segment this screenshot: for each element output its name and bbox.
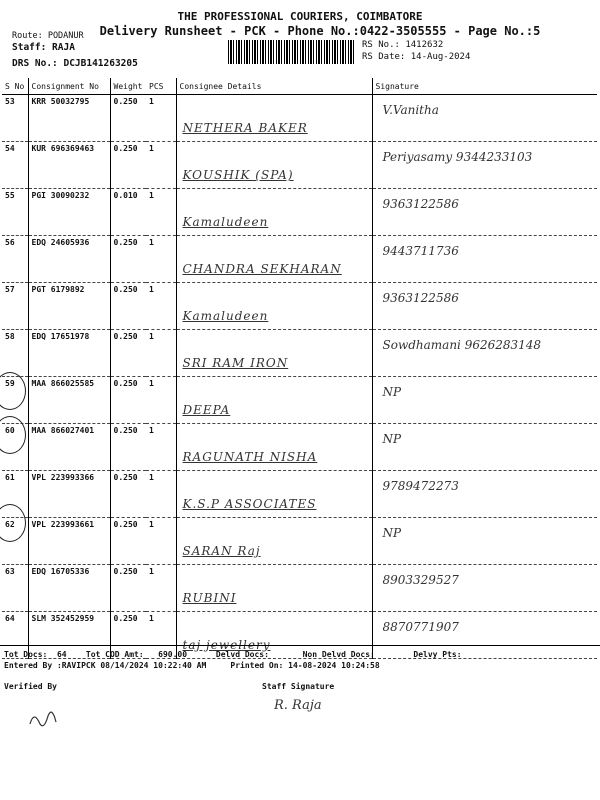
consignee-handwriting: Kamaludeen [182, 309, 269, 323]
row-consignee [176, 189, 372, 236]
row-consignment: PGI 30090232 [28, 189, 110, 236]
row-signature [372, 565, 597, 612]
row-pcs: 1 [146, 612, 176, 659]
signature-handwriting: 9363122586 [382, 291, 459, 305]
row-weight: 0.250 [110, 330, 146, 377]
row-signature [372, 95, 597, 142]
verified-by-label: Verified By [4, 682, 57, 691]
route-label: Route: PODANUR [12, 31, 84, 41]
row-consignee [176, 236, 372, 283]
row-signature [372, 377, 597, 424]
rs-date: RS Date: 14-Aug-2024 [362, 52, 471, 62]
row-sno: 59 [2, 377, 28, 424]
table-row [2, 95, 597, 142]
row-consignee [176, 424, 372, 471]
verifier-scribble [26, 700, 66, 734]
row-consignee [176, 283, 372, 330]
table-row [2, 283, 597, 330]
row-consignment: KRR 50032795 [28, 95, 110, 142]
row-consignment: EDQ 16705336 [28, 565, 110, 612]
document-title: THE PROFESSIONAL COURIERS, COIMBATORE [177, 10, 423, 23]
row-weight: 0.010 [110, 189, 146, 236]
signature-handwriting: 9363122586 [382, 197, 459, 211]
totals-line: Tot Docs: 64 Tot COD Amt: 690.00 Delvd Docs: Non Delvd Docs: Delvy Pts: [4, 650, 462, 659]
table-row [2, 424, 597, 471]
consignee-handwriting: RUBINI [182, 591, 237, 605]
row-signature [372, 283, 597, 330]
signature-handwriting: 8870771907 [382, 620, 459, 634]
row-weight: 0.250 [110, 142, 146, 189]
row-consignee [176, 518, 372, 565]
consignee-handwriting: RAGUNATH NISHA [182, 450, 318, 464]
row-sno: 61 [2, 471, 28, 518]
row-sno: 57 [2, 283, 28, 330]
consignee-handwriting: NETHERA BAKER [182, 121, 308, 135]
row-pcs: 1 [146, 424, 176, 471]
row-signature [372, 142, 597, 189]
row-consignment: MAA 866025585 [28, 377, 110, 424]
barcode [228, 40, 356, 64]
consignee-handwriting: Kamaludeen [182, 215, 269, 229]
drs-number: DRS No.: DCJB141263205 [12, 58, 138, 69]
col-pcs: PCS [146, 78, 176, 95]
table-row [2, 330, 597, 377]
row-sno: 54 [2, 142, 28, 189]
col-consignment: Consignment No [28, 78, 110, 95]
table-row [2, 236, 597, 283]
row-pcs: 1 [146, 471, 176, 518]
row-consignee [176, 142, 372, 189]
table-row [2, 142, 597, 189]
row-consignment: EDQ 24605936 [28, 236, 110, 283]
row-consignment: EDQ 17651978 [28, 330, 110, 377]
row-pcs: 1 [146, 95, 176, 142]
row-pcs: 1 [146, 330, 176, 377]
consignee-handwriting: SARAN Raj [182, 544, 261, 558]
row-signature [372, 189, 597, 236]
row-pcs: 1 [146, 236, 176, 283]
row-consignee [176, 377, 372, 424]
row-weight: 0.250 [110, 377, 146, 424]
signature-handwriting: 9443711736 [382, 244, 459, 258]
table-row [2, 518, 597, 565]
row-pcs: 1 [146, 283, 176, 330]
row-consignment: PGT 6179892 [28, 283, 110, 330]
row-consignee [176, 471, 372, 518]
row-weight: 0.250 [110, 518, 146, 565]
row-consignment: MAA 866027401 [28, 424, 110, 471]
row-sno: 55 [2, 189, 28, 236]
staff-signature-label: Staff Signature [262, 682, 335, 691]
footer-divider [0, 645, 600, 646]
row-signature [372, 471, 597, 518]
signature-handwriting: NP [382, 432, 402, 446]
row-weight: 0.250 [110, 236, 146, 283]
row-consignment: VPL 223993661 [28, 518, 110, 565]
rs-number: RS No.: 1412632 [362, 40, 444, 50]
row-pcs: 1 [146, 377, 176, 424]
row-weight: 0.250 [110, 471, 146, 518]
table-row [2, 471, 597, 518]
signature-handwriting: NP [382, 526, 402, 540]
row-pcs: 1 [146, 142, 176, 189]
row-sno: 62 [2, 518, 28, 565]
row-signature [372, 236, 597, 283]
row-signature [372, 424, 597, 471]
row-consignee [176, 565, 372, 612]
row-weight: 0.250 [110, 424, 146, 471]
consignee-handwriting: SRI RAM IRON [182, 356, 289, 370]
signature-handwriting: 9789472273 [382, 479, 459, 493]
consignee-handwriting: CHANDRA SEKHARAN [182, 262, 342, 276]
row-sno: 53 [2, 95, 28, 142]
row-consignee [176, 95, 372, 142]
col-signature: Signature [372, 78, 597, 95]
staff-label: Staff: RAJA [12, 42, 75, 53]
runsheet-table [2, 78, 597, 659]
row-sno: 60 [2, 424, 28, 471]
consignee-handwriting: K.S.P ASSOCIATES [182, 497, 317, 511]
consignee-handwriting: DEEPA [182, 403, 231, 417]
staff-signature-handwriting: R. Raja [274, 698, 322, 713]
row-sno: 63 [2, 565, 28, 612]
signature-handwriting: V.Vanitha [382, 103, 439, 117]
entered-by-line: Entered By :RAVIPCK 08/14/2024 10:22:40 AM Printed On: 14-08-2024 10:24:58 [4, 661, 380, 670]
row-weight: 0.250 [110, 95, 146, 142]
row-sno: 56 [2, 236, 28, 283]
row-consignment: KUR 696369463 [28, 142, 110, 189]
col-weight: Weight [110, 78, 146, 95]
row-signature [372, 330, 597, 377]
row-pcs: 1 [146, 518, 176, 565]
consignee-handwriting: taj jewellery [182, 638, 271, 652]
row-weight: 0.250 [110, 283, 146, 330]
signature-handwriting: NP [382, 385, 402, 399]
table-header-row [2, 78, 597, 95]
row-consignee [176, 330, 372, 377]
table-row [2, 377, 597, 424]
signature-handwriting: 8903329527 [382, 573, 459, 587]
row-consignment: SLM 352452959 [28, 612, 110, 659]
row-pcs: 1 [146, 565, 176, 612]
signature-handwriting: Periyasamy 9344233103 [382, 150, 533, 164]
row-pcs: 1 [146, 189, 176, 236]
row-consignment: VPL 223993366 [28, 471, 110, 518]
table-row [2, 189, 597, 236]
signature-handwriting: Sowdhamani 9626283148 [382, 338, 542, 352]
document-subtitle: Delivery Runsheet - PCK - Phone No.:0422-3505555 - Page No.:5 [99, 24, 541, 38]
row-weight: 0.250 [110, 565, 146, 612]
consignee-handwriting: KOUSHIK (SPA) [182, 168, 294, 182]
row-weight: 0.250 [110, 612, 146, 659]
col-sno: S No [2, 78, 28, 95]
row-sno: 58 [2, 330, 28, 377]
row-sno: 64 [2, 612, 28, 659]
col-consignee: Consignee Details [176, 78, 372, 95]
row-signature [372, 518, 597, 565]
table-row [2, 565, 597, 612]
